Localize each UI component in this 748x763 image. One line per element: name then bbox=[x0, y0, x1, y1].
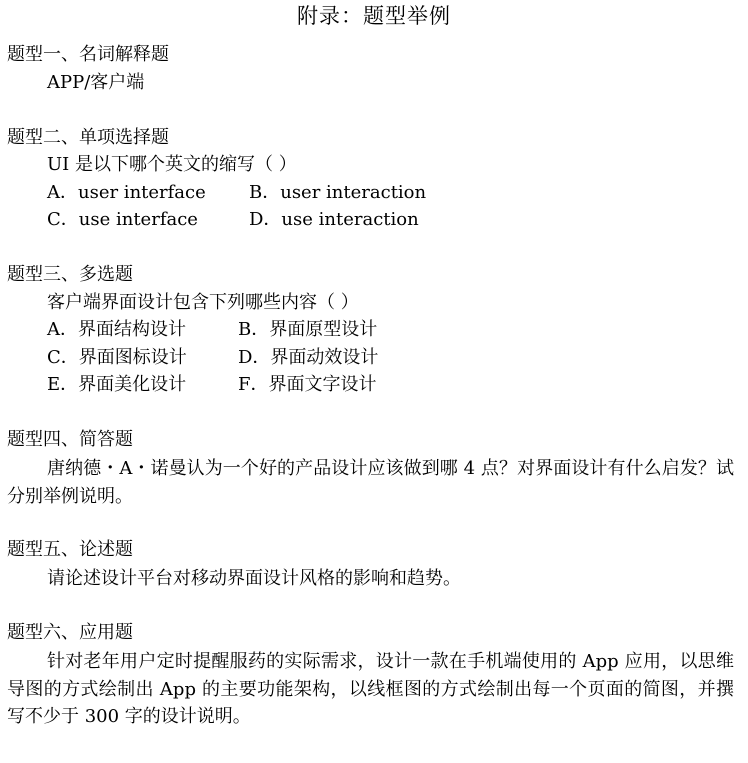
section-1-term: APP/客户端 bbox=[47, 72, 145, 93]
section-2-option-c: C．use interface bbox=[47, 209, 198, 230]
section-5-heading: 题型五、论述题 bbox=[7, 539, 133, 560]
section-3-option-c: C．界面图标设计 bbox=[47, 347, 187, 368]
section-5-paragraph: 请论述设计平台对移动界面设计风格的影响和趋势。 bbox=[47, 568, 461, 589]
section-3-option-d: D．界面动效设计 bbox=[238, 347, 379, 368]
section-2-option-d: D．use interaction bbox=[249, 209, 419, 230]
section-3-option-e: E．界面美化设计 bbox=[47, 374, 187, 395]
section-1-heading: 题型一、名词解释题 bbox=[7, 44, 169, 65]
section-3-option-a: A．界面结构设计 bbox=[47, 319, 186, 340]
section-6-paragraph: 针对老年用户定时提醒服药的实际需求，设计一款在手机端使用的 App 应用，以思维导图的方式绘制出 App 的主要功能架构，以线框图的方式绘制出每一个页面的简图，并撰写不少于 300 字的设计说明。 bbox=[7, 651, 734, 727]
page-title: 附录：题型举例 bbox=[297, 4, 451, 28]
section-3-question: 客户端界面设计包含下列哪些内容（ ） bbox=[47, 292, 359, 313]
section-3-heading: 题型三、多选题 bbox=[7, 264, 133, 285]
section-2-question: UI 是以下哪个英文的缩写（ ） bbox=[47, 154, 297, 175]
section-2-option-a: A．user interface bbox=[47, 182, 206, 203]
section-2-heading: 题型二、单项选择题 bbox=[7, 127, 169, 148]
section-6-heading: 题型六、应用题 bbox=[7, 622, 133, 643]
section-4-heading: 题型四、简答题 bbox=[7, 429, 133, 450]
section-2-option-b: B．user interaction bbox=[249, 182, 427, 203]
section-4-paragraph: 唐纳德・A・诺曼认为一个好的产品设计应该做到哪 4 点？对界面设计有什么启发？试分别举例说明。 bbox=[7, 458, 734, 507]
section-3-option-f: F．界面文字设计 bbox=[238, 374, 377, 395]
section-3-option-b: B．界面原型设计 bbox=[238, 319, 378, 340]
